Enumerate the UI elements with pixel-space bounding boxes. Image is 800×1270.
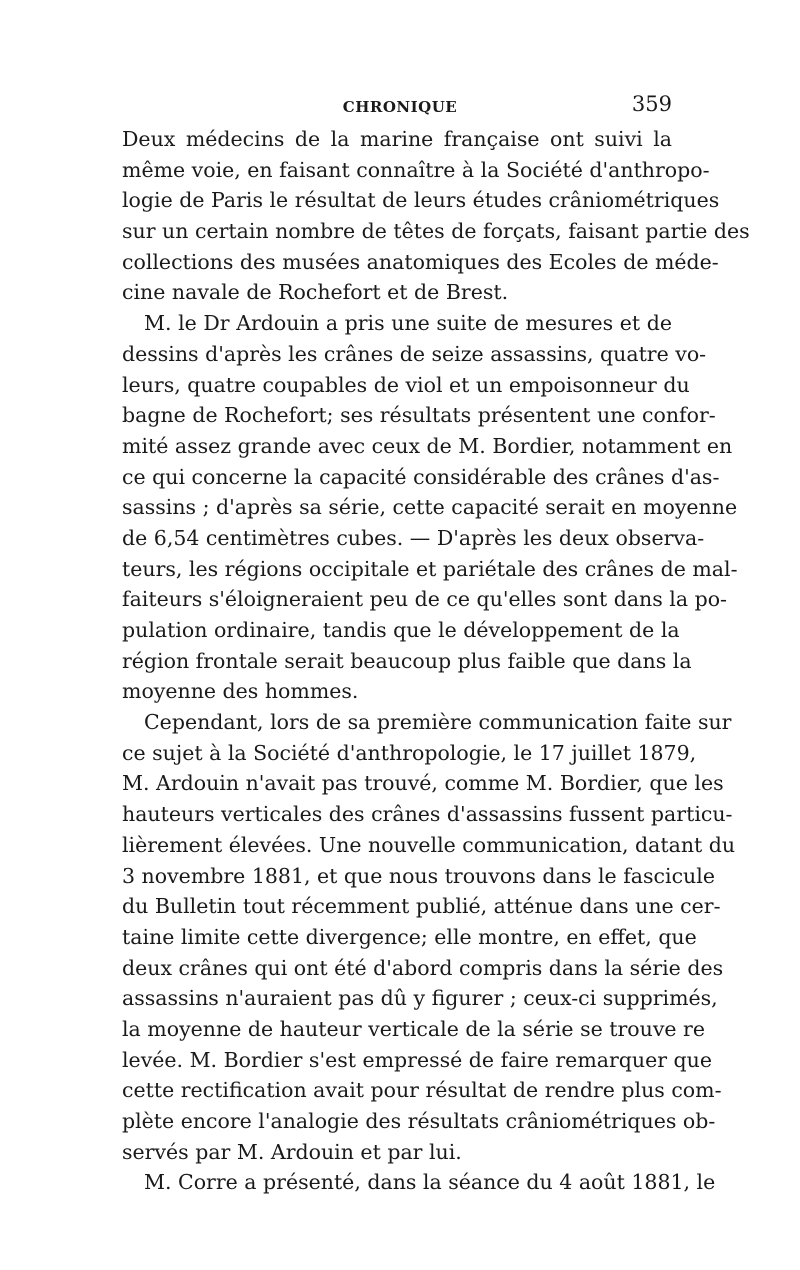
text-line: taine limite cette divergence; elle montre, en effet, que	[122, 924, 697, 949]
text-line: assassins n'auraient pas dû y figurer ; ceux-ci supprimés,	[122, 986, 718, 1011]
text-line: M. le Dr Ardouin a pris une suite de mesures et de	[144, 311, 672, 336]
text-line: bagne de Rochefort; ses résultats présentent une confor-	[122, 403, 716, 428]
body-text	[122, 124, 750, 1198]
text-line: même voie, en faisant connaître à la Société d'anthropo-	[122, 157, 710, 182]
text-line: région frontale serait beaucoup plus faible que dans la	[122, 648, 692, 673]
text-line: sur un certain nombre de têtes de forçats, faisant partie des	[122, 219, 750, 244]
text-line: teurs, les régions occipitale et pariétale des crânes de mal-	[122, 556, 738, 581]
text-line: M. Corre a présenté, dans la séance du 4 août 1881, le	[144, 1170, 716, 1195]
running-head	[0, 92, 800, 122]
text-line: Cependant, lors de sa première communication faite sur	[144, 710, 732, 735]
running-title: CHRONIQUE	[342, 98, 458, 116]
text-line: levée. M. Bordier s'est empressé de faire remarquer que	[122, 1047, 713, 1072]
text-line: sassins ; d'après sa série, cette capacité serait en moyenne	[122, 495, 738, 520]
text-line: hauteurs verticales des crânes d'assassins fussent particu-	[122, 802, 733, 827]
text-line: lièrement élevées. Une nouvelle communication, datant du	[122, 832, 736, 857]
text-line: moyenne des hommes.	[122, 679, 359, 704]
text-line: M. Ardouin n'avait pas trouvé, comme M. Bordier, que les	[122, 771, 724, 796]
page-number: 359	[631, 92, 672, 116]
text-line: logie de Paris le résultat de leurs études crâniométriques	[122, 188, 720, 213]
text-line: ce qui concerne la capacité considérable des crânes d'as-	[122, 464, 720, 489]
text-line: servés par M. Ardouin et par lui.	[122, 1139, 462, 1164]
text-line: la moyenne de hauteur verticale de la série se trouve re	[122, 1016, 705, 1041]
text-line: mité assez grande avec ceux de M. Bordier, notamment en	[122, 433, 733, 458]
text-line: dessins d'après les crânes de seize assassins, quatre vo-	[122, 341, 707, 366]
text-line: ce sujet à la Société d'anthropologie, le 17 juillet 1879,	[122, 740, 697, 765]
text-line: 3 novembre 1881, et que nous trouvons dans le fascicule	[122, 863, 715, 888]
text-line: du Bulletin tout récemment publié, atténue dans une cer-	[122, 894, 721, 919]
text-line: faiteurs s'éloigneraient peu de ce qu'elles sont dans la po-	[122, 587, 727, 612]
text-line: de 6,54 centimètres cubes. — D'après les deux observa-	[122, 525, 705, 550]
text-line: cette rectification avait pour résultat de rendre plus com-	[122, 1078, 722, 1103]
text-line: cine navale de Rochefort et de Brest.	[122, 280, 509, 305]
text-line: leurs, quatre coupables de viol et un empoisonneur du	[122, 372, 690, 397]
text-line: collections des musées anatomiques des Ecoles de méde-	[122, 249, 719, 274]
text-line: plète encore l'analogie des résultats crâniométriques ob-	[122, 1109, 716, 1133]
text-line: Deux médecins de la marine française ont suivi la	[122, 127, 672, 151]
text-line: deux crânes qui ont été d'abord compris dans la série des	[122, 955, 724, 980]
text-line: pulation ordinaire, tandis que le développement de la	[122, 618, 680, 642]
